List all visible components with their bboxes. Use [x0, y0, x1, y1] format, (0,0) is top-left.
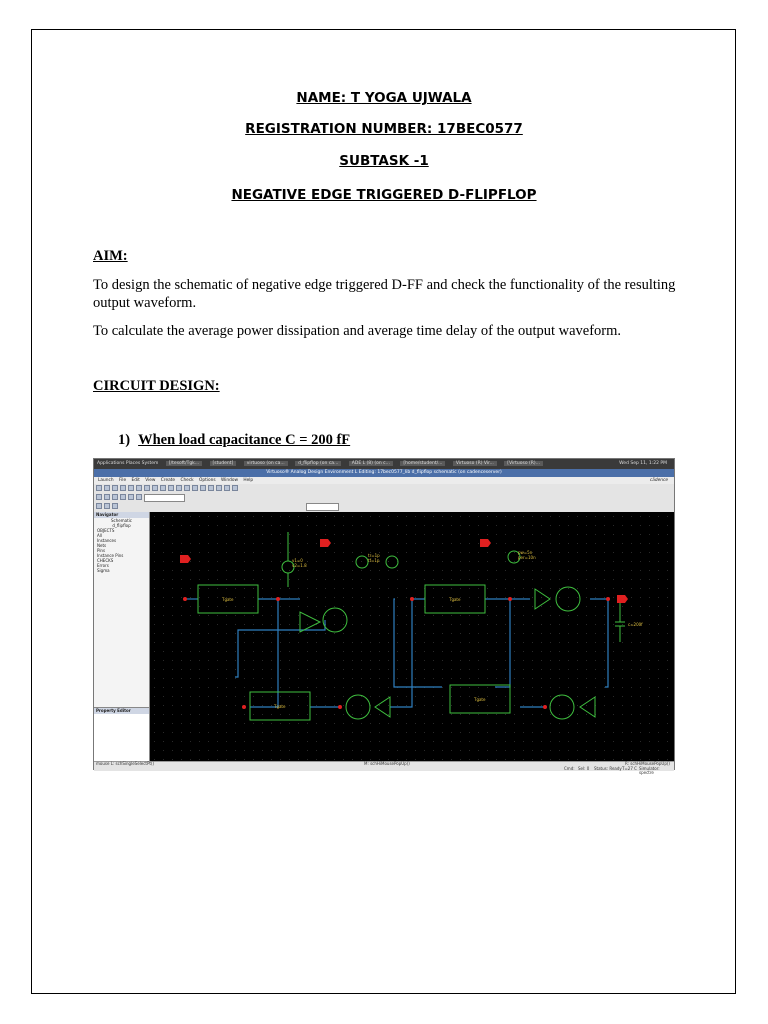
menu-options[interactable]: Options: [199, 478, 216, 483]
virtuoso-screenshot: [93, 458, 675, 775]
menu-window[interactable]: Window: [221, 478, 238, 483]
search-field[interactable]: [306, 503, 339, 511]
source-parameter: tf=1p: [368, 558, 380, 563]
source-parameter: v2=1.8: [292, 563, 307, 568]
inverter-bubble: [323, 608, 347, 632]
status-mouse-left: mouse L: schSingleSelectPt(): [96, 761, 155, 766]
toolbar: [94, 484, 674, 513]
wire: [394, 599, 442, 687]
navigator-line[interactable]: CHECKS: [97, 558, 114, 563]
hierarchy-icon[interactable]: [104, 503, 110, 509]
navigator-line[interactable]: Instances: [97, 538, 117, 543]
aim-paragraph-1: To design the schematic of negative edge triggered D-FF and check the functionality of the resulting output waveform.: [93, 277, 676, 311]
navigator-line[interactable]: All: [97, 533, 102, 538]
junction-dot: [276, 597, 280, 601]
inverter-symbol: [300, 612, 320, 632]
navigator-line[interactable]: Sigma: [97, 568, 110, 573]
zoom-in-icon[interactable]: [176, 485, 182, 491]
input-pin: [480, 539, 491, 547]
label-icon[interactable]: [232, 485, 238, 491]
property-editor: [94, 707, 149, 762]
navigator-line[interactable]: Instance Pins: [97, 553, 124, 558]
copy-icon[interactable]: [144, 485, 150, 491]
taskbar-item[interactable]: Virtuoso (R) Vir...: [453, 461, 497, 466]
check-save-icon[interactable]: [200, 485, 206, 491]
aim-heading: AIM:: [93, 248, 128, 264]
window-title-bar: Virtuoso® Analog Design Environment L Editing: 17bec0577_lib d_flipflop schematic (on cadenceserver): [94, 469, 674, 477]
undo-icon[interactable]: [128, 485, 134, 491]
status-bar: [94, 761, 674, 775]
source-parameter: v1=0: [292, 558, 303, 563]
zoom-out-icon[interactable]: [184, 485, 190, 491]
instance-label: Tgate: [222, 597, 234, 602]
save-icon[interactable]: [112, 485, 118, 491]
pin-icon[interactable]: [224, 485, 230, 491]
taskbar-item[interactable]: virtuoso (on ca...: [244, 461, 288, 466]
new-icon[interactable]: [96, 485, 102, 491]
results-icon[interactable]: [128, 494, 134, 500]
instance-label: Tgate: [474, 697, 486, 702]
status-selection: Sel: 0: [578, 765, 590, 771]
subtask-heading: SUBTASK -1: [339, 153, 429, 169]
taskbar-item[interactable]: [home/student/...: [400, 461, 445, 466]
output-pin: [617, 595, 628, 603]
registration-heading: REGISTRATION NUMBER: 17BEC0577: [245, 121, 523, 137]
list-item-label: When load capacitance C = 200 fF: [138, 432, 351, 448]
schematic-drawing: [150, 512, 674, 761]
source-parameter: tr=1p: [368, 553, 380, 558]
circuit-design-heading: CIRCUIT DESIGN:: [93, 378, 220, 394]
taskbar-item[interactable]: [Virtuoso (R)...: [504, 461, 543, 466]
menu-file[interactable]: File: [118, 478, 127, 483]
wire: [485, 599, 510, 687]
name-heading: NAME: T YOGA UJWALA: [296, 90, 472, 106]
property-editor-title: Property Editor: [94, 708, 149, 714]
navigator-line[interactable]: OBJECTS: [97, 528, 115, 533]
taskbar-item[interactable]: d_flipflop (on ca...: [295, 461, 341, 466]
wires: [185, 599, 608, 707]
status-mouse-middle: M: schHiMousePopUp(): [364, 761, 410, 766]
toolbar-row-3: [96, 503, 118, 511]
print-icon[interactable]: [120, 485, 126, 491]
status-ready: Status: Ready: [594, 765, 622, 771]
cadence-logo: cādence: [649, 478, 668, 483]
junction-dot: [183, 597, 187, 601]
status-simulator: Simulator: spectre: [639, 765, 660, 775]
list-item-number: 1): [118, 432, 131, 448]
menu-edit[interactable]: Edit: [131, 478, 140, 483]
delete-icon[interactable]: [160, 485, 166, 491]
menu-help[interactable]: Help: [243, 478, 254, 483]
capacitor-label: c=200f: [628, 622, 643, 627]
navigator-line: d_flipflop: [112, 523, 131, 528]
menu-check[interactable]: Check: [180, 478, 194, 483]
junction-dot: [606, 597, 610, 601]
navigator-line[interactable]: Pins: [97, 548, 106, 553]
navigator-line: Schematic: [111, 518, 132, 523]
menu-bar: [94, 477, 674, 484]
wire: [590, 599, 608, 687]
inverter-symbol: [375, 697, 390, 717]
taskbar-item[interactable]: [/tesoft/Tgk...: [166, 461, 202, 466]
instance-label: Tgate: [449, 597, 461, 602]
run-icon[interactable]: [104, 494, 110, 500]
taskbar-item[interactable]: ADE L (8) (on c...: [349, 461, 393, 466]
voltage-source: [356, 556, 368, 568]
plot-icon[interactable]: [136, 494, 142, 500]
aim-paragraph-2: To calculate the average power dissipation and average time delay of the output waveform.: [93, 323, 622, 339]
voltage-source: [386, 556, 398, 568]
navigator-panel: [94, 512, 150, 761]
applications-menu[interactable]: Applications Places System: [97, 461, 159, 466]
schematic-canvas[interactable]: [150, 512, 674, 761]
properties-icon[interactable]: [168, 485, 174, 491]
toolbar-row-1: [96, 485, 238, 493]
junction-dot: [543, 705, 547, 709]
document-title: NEGATIVE EDGE TRIGGERED D-FLIPFLOP: [231, 187, 537, 203]
wire: [235, 620, 325, 677]
redo-icon[interactable]: [136, 485, 142, 491]
input-pin: [320, 539, 331, 547]
move-icon[interactable]: [152, 485, 158, 491]
navigator-line[interactable]: Errors: [97, 563, 109, 568]
status-cmd: Cmd:: [564, 765, 575, 771]
wire: [250, 599, 278, 707]
junction-dot: [508, 597, 512, 601]
stop-icon[interactable]: [112, 494, 118, 500]
source-parameter: pw=5n: [518, 550, 533, 555]
list-item-load-capacitance: [118, 432, 350, 449]
menu-view[interactable]: View: [145, 478, 156, 483]
inverter-bubble: [346, 695, 370, 719]
instance-icon[interactable]: [208, 485, 214, 491]
status-mouse-right: R: schHiMousePopUp(): [624, 761, 670, 766]
instance-label: Tgate: [274, 704, 286, 709]
junction-dot: [242, 705, 246, 709]
menu-create[interactable]: Create: [160, 478, 176, 483]
select-icon[interactable]: [96, 494, 102, 500]
junction-dot: [338, 705, 342, 709]
wire-icon[interactable]: [216, 485, 222, 491]
netlist-icon[interactable]: [120, 494, 126, 500]
junction-dot: [410, 597, 414, 601]
inverter-bubble: [556, 587, 580, 611]
pins: [180, 539, 628, 709]
status-temperature: T=27 C: [622, 765, 637, 771]
navigator-title: Navigator: [94, 512, 149, 518]
wire: [390, 599, 425, 707]
source-parameter: per=10n: [518, 555, 536, 560]
system-clock: Wed Sep 11, 1:22 PM: [619, 461, 667, 466]
desktop-top-bar: [94, 459, 674, 469]
fit-icon[interactable]: [192, 485, 198, 491]
inverter-bubble: [550, 695, 574, 719]
navigator-line[interactable]: Nets: [97, 543, 107, 548]
menu-launch[interactable]: Launch: [98, 478, 114, 483]
taskbar-item[interactable]: [student]: [210, 461, 237, 466]
inverter-symbol: [535, 589, 550, 609]
open-icon[interactable]: [104, 485, 110, 491]
input-pin: [180, 555, 191, 563]
grid-icon[interactable]: [112, 503, 118, 509]
workspace-select[interactable]: [144, 494, 185, 502]
navigator-icon[interactable]: [96, 503, 102, 509]
inverter-symbol: [580, 697, 595, 717]
